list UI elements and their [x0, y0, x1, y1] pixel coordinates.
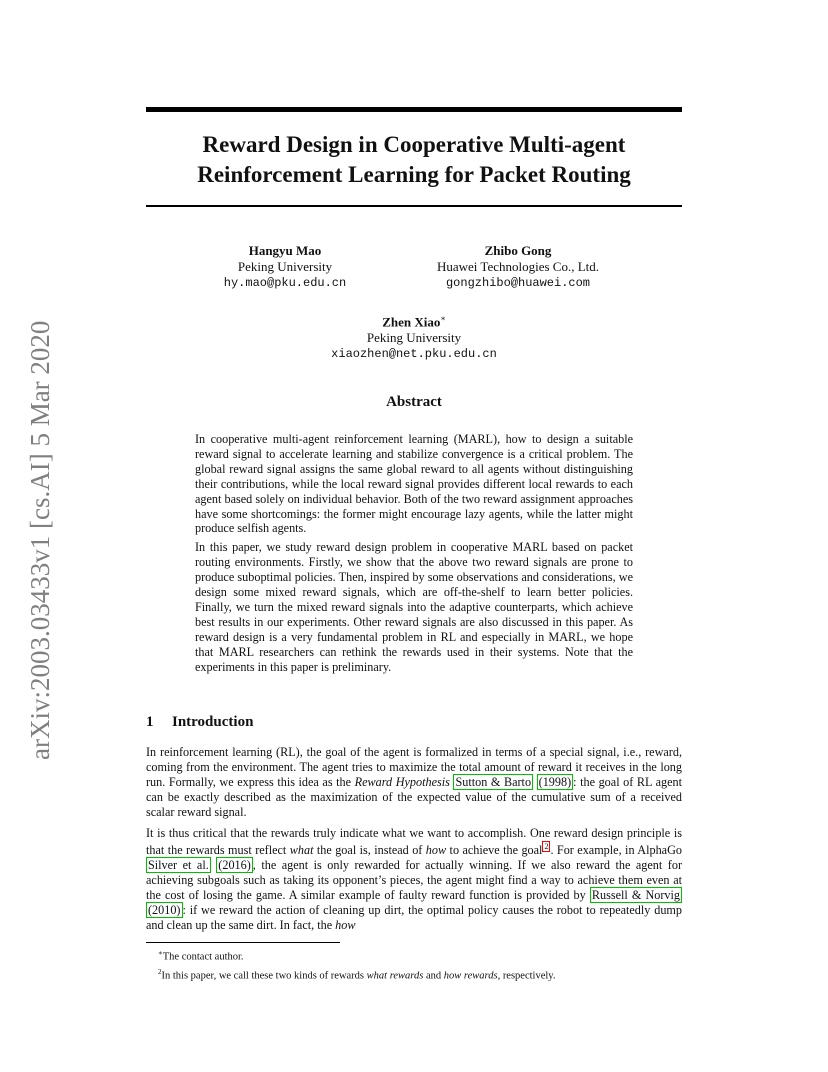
author-affiliation: Peking University: [237, 259, 333, 274]
citation-link[interactable]: Sutton & Barto: [455, 774, 532, 789]
author-email: gongzhibo@huawei.com: [445, 276, 591, 290]
footnote-rule: [146, 942, 340, 943]
emphasis: what rewards: [366, 970, 424, 981]
emphasis: how: [425, 843, 447, 858]
title-line-2: Reinforcement Learning for Packet Routing: [197, 162, 631, 187]
emphasis: how: [335, 918, 356, 933]
contact-mark: ∗: [440, 314, 446, 323]
citation-link[interactable]: Russell & Norvig: [591, 888, 680, 903]
author-block-1: [205, 243, 365, 291]
citation-year-link[interactable]: (2016): [218, 858, 251, 873]
author-block-3: [314, 311, 514, 362]
author-name-with-mark: [314, 311, 514, 330]
intro-paragraph-2: [146, 826, 682, 933]
title-bottom-rule: [146, 205, 682, 207]
footnote-text: In this paper, we call these two kinds of rewards: [161, 970, 367, 981]
section-heading: [146, 714, 253, 731]
text-span: : the goal of RL agent can be exactly described as the maximization of the expected value of the cumulative sum of a received scalar reward signal.: [146, 774, 683, 819]
citation-year-link[interactable]: (1998): [538, 774, 572, 789]
footnote-mark: 2: [158, 967, 162, 976]
text-span: . For example, in AlphaGo: [550, 843, 682, 858]
author-name: Hangyu Mao: [248, 243, 322, 258]
emphasis: Reward Hypothesis: [354, 774, 450, 789]
paper-title: [146, 130, 682, 190]
citation-link[interactable]: Silver et al.: [148, 858, 209, 873]
title-top-rule: [146, 107, 682, 112]
abstract-paragraph-1: In cooperative multi-agent reinforcement learning (MARL), how to design a suitable reward signal to accelerate learning and stabilize convergence is a critical problem. The global reward signal assigns the same global reward to all agents without distinguishing their contributions, while the local reward signal provides different local rewards to each agent based solely on individual behavior. Both of the two reward assignment approaches have some shortcomings: the former might encourage lazy agents, while the latter might produce selfish agents.: [195, 432, 633, 536]
footnotes: [158, 946, 678, 983]
abstract-paragraph-2: In this paper, we study reward design problem in cooperative MARL based on packet routing environments. Firstly, we show that the above two reward signals are prone to produce suboptimal policies. Then, inspired by some observations and considerations, we design some mixed reward signals, which are off-the-shelf to learn better policies. Finally, we turn the mixed reward signals into the adaptive counterparts, which achieve best results in our experiments. Other reward signals are also discussed in this paper. As reward design is a very fundamental problem in RL and especially in MARL, we hope that MARL researchers can rethink the rewards used in their systems. Note that the experiments in this paper is preliminary.: [195, 540, 633, 674]
text-span: It is thus critical that the rewards truly indicate what we want to accomplish. One reward design principle is that the rewards must reflect: [146, 825, 682, 858]
footnote-2: [158, 965, 678, 984]
section-number: 1: [146, 714, 154, 730]
author-affiliation: Peking University: [366, 330, 462, 346]
text-span: to achieve the goal: [446, 843, 543, 858]
footnote-text: and: [423, 970, 444, 981]
intro-body: [146, 745, 682, 939]
section-title: Introduction: [172, 714, 254, 730]
author-name: Zhibo Gong: [484, 243, 552, 258]
author-email: xiaozhen@net.pku.edu.cn: [331, 347, 497, 362]
emphasis: how rewards: [443, 970, 498, 981]
arxiv-stamp: arXiv:2003.03433v1 [cs.AI] 5 Mar 2020: [25, 320, 55, 760]
text-span: : if we reward the action of cleaning up dirt, the optimal policy causes the robot to repeatedly dump and clean up the same dirt. In fact, the: [146, 903, 682, 933]
author-name: Zhen Xiao: [382, 314, 441, 330]
emphasis: what: [289, 843, 314, 858]
text-span: In reinforcement learning (RL), the goal of the agent is formalized in terms of a special signal, i.e., reward, coming from the environment. The agent tries to maximize the total amount of reward it receives in the long run. Formally, we express this idea as the: [146, 745, 682, 789]
abstract-heading: Abstract: [386, 394, 442, 410]
intro-paragraph-1: [146, 745, 682, 820]
footnote-1: [158, 946, 678, 965]
abstract-body: [195, 432, 633, 679]
citation-year-link[interactable]: (2010): [148, 903, 181, 918]
title-line-1: Reward Design in Cooperative Multi-agent: [202, 132, 626, 157]
author-email: hy.mao@pku.edu.cn: [223, 276, 347, 290]
author-block-2: [408, 243, 628, 291]
footnote-ref-link[interactable]: 2: [544, 842, 549, 852]
text-span: , the agent is only rewarded for actually winning. If we also reward the agent for achieving subgoals such as taking its opponent’s pieces, the agent might find a way to achieve them even at the cost of losing the game. A similar example of faulty reward function is provided by: [146, 858, 683, 903]
footnote-text: , respectively.: [497, 970, 556, 981]
footnote-text: The contact author.: [162, 951, 244, 963]
footnote-mark: ∗: [158, 949, 163, 957]
text-span: the goal is, instead of: [313, 843, 426, 858]
author-affiliation: Huawei Technologies Co., Ltd.: [436, 259, 600, 274]
